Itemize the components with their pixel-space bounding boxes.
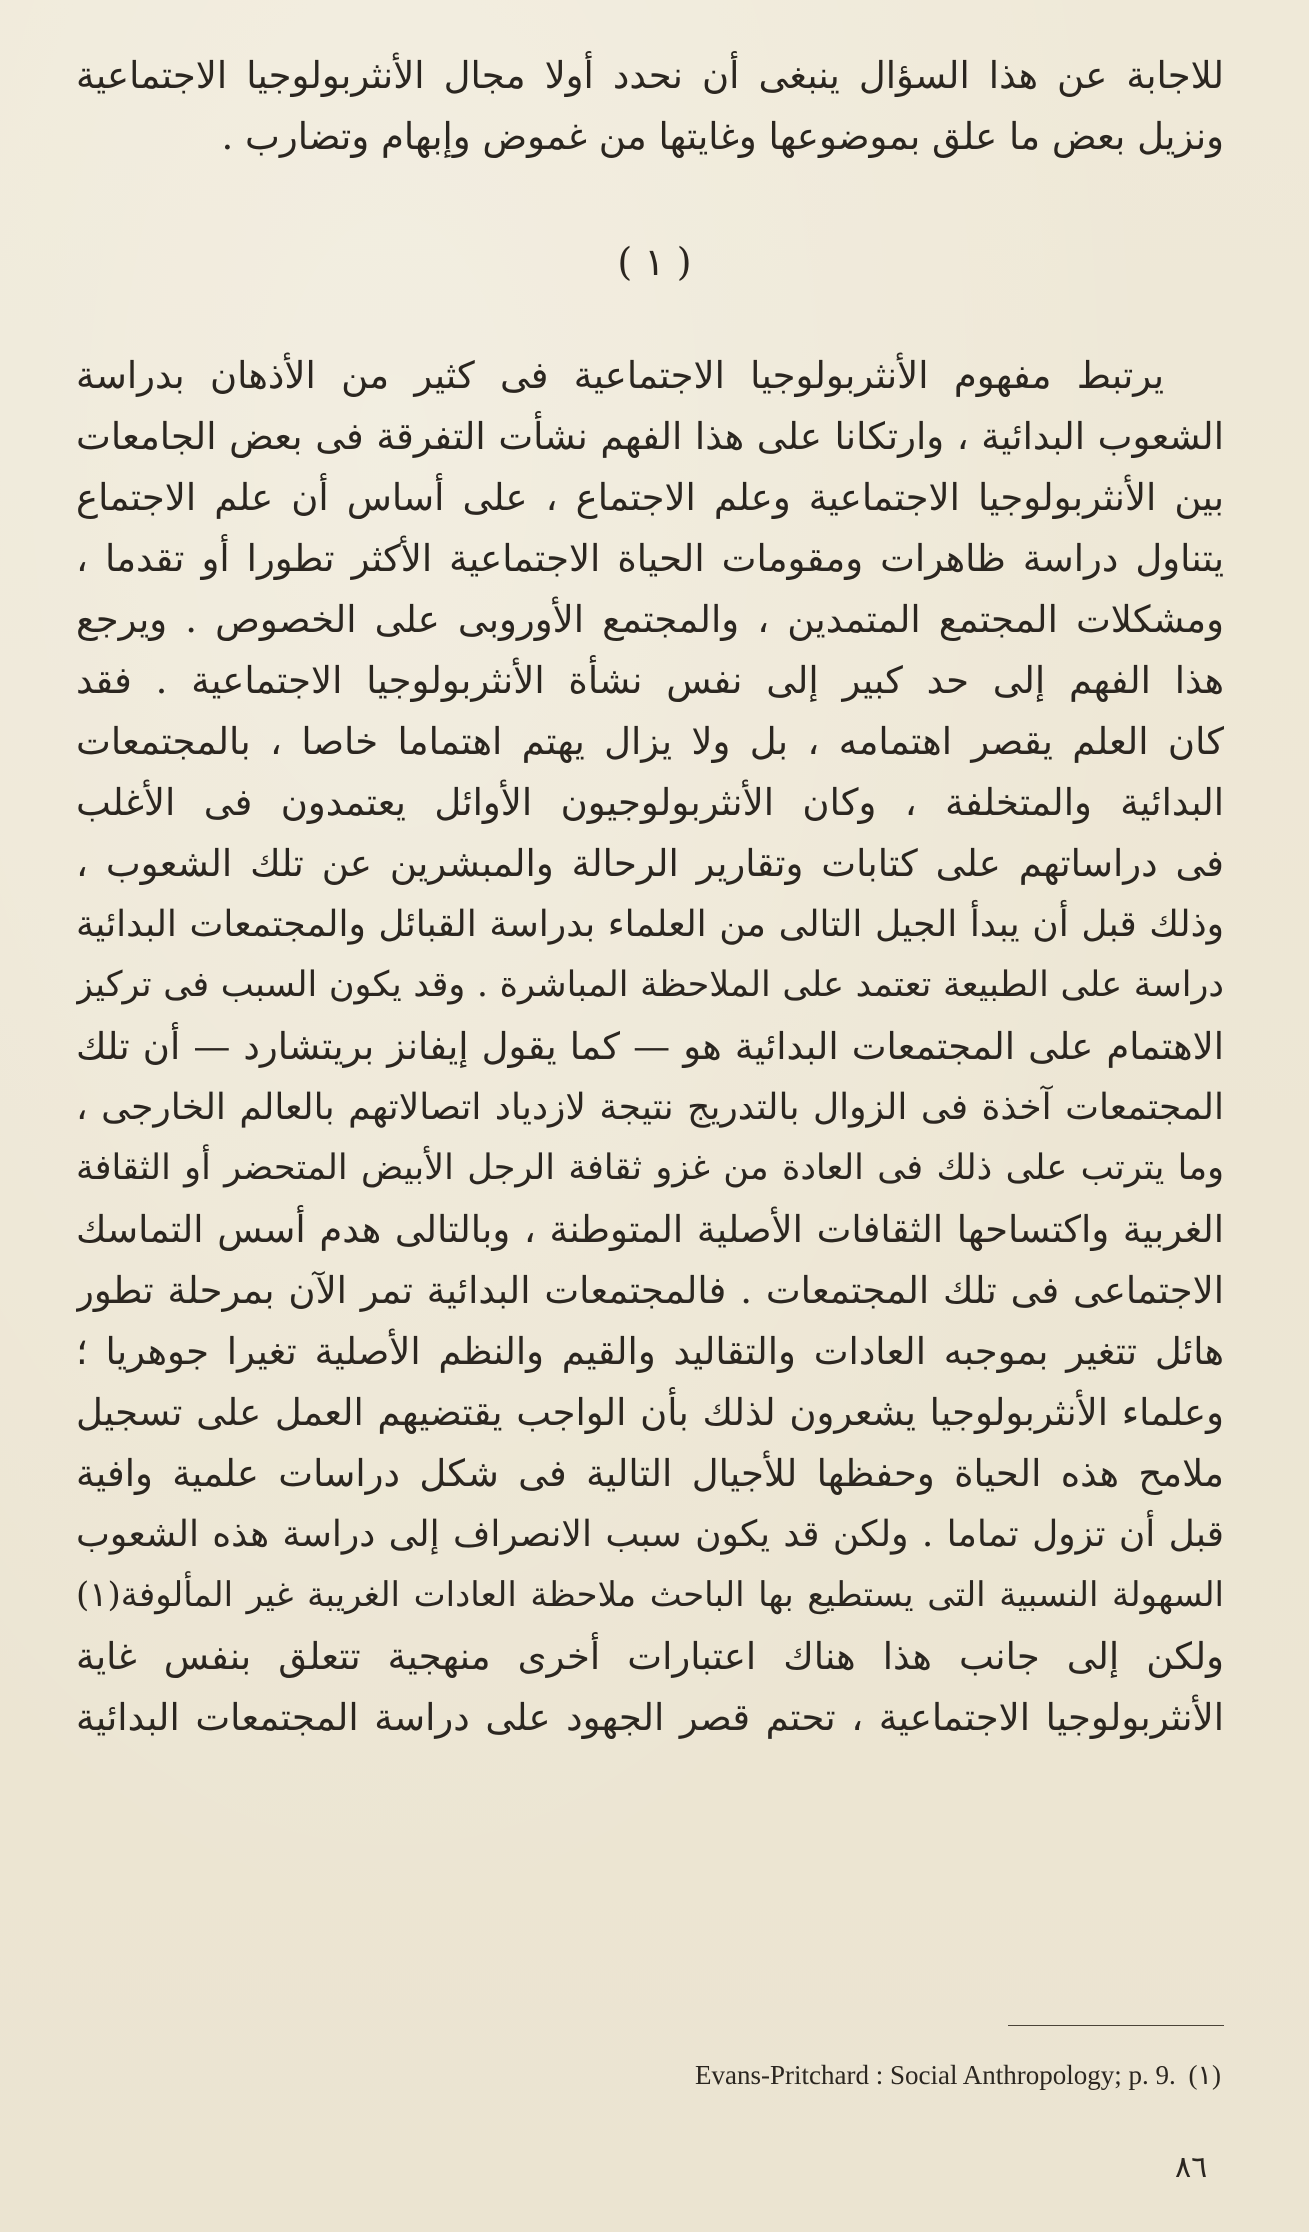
footnote: [695, 2060, 1221, 2091]
text-line: ومشكلات المجتمع المتمدين ، والمجتمع الأوروبى على الخصوص . ويرجع: [76, 598, 1224, 641]
footnote-text: Evans-Pritchard : Social Anthropology; p. 9.: [695, 2060, 1176, 2090]
text-line: البدائية والمتخلفة ، وكان الأنثربولوجيون الأوائل يعتمدون فى الأغلب: [76, 781, 1224, 824]
text-line: المجتمعات آخذة فى الزوال بالتدريج نتيجة لازدياد اتصالاتهم بالعالم الخارجى ،: [76, 1087, 1224, 1128]
text-line: دراسة على الطبيعة تعتمد على الملاحظة المباشرة . وقد يكون السبب فى تركيز: [76, 965, 1224, 1005]
text-line: بين الأنثربولوجيا الاجتماعية وعلم الاجتماع ، على أساس أن علم الاجتماع: [76, 476, 1224, 519]
text-line: وذلك قبل أن يبدأ الجيل التالى من العلماء بدراسة القبائل والمجتمعات البدائية: [76, 904, 1224, 945]
text-line: يرتبط مفهوم الأنثربولوجيا الاجتماعية فى كثير من الأذهان بدراسة: [76, 354, 1164, 397]
text-line: الاهتمام على المجتمعات البدائية هو — كما يقول إيفانز بريتشارد — أن تلك: [76, 1025, 1224, 1068]
text-line: كان العلم يقصر اهتمامه ، بل ولا يزال يهتم اهتماما خاصا ، بالمجتمعات: [76, 720, 1224, 763]
text-line: الأنثربولوجيا الاجتماعية ، تحتم قصر الجهود على دراسة المجتمعات البدائية: [76, 1696, 1224, 1739]
main-paragraph: [76, 345, 1224, 1748]
text-line: قبل أن تزول تماما . ولكن قد يكون سبب الانصراف إلى دراسة هذه الشعوب: [76, 1514, 1224, 1555]
text-line: هائل تتغير بموجبه العادات والتقاليد والقيم والنظم الأصلية تغيرا جوهريا ؛: [76, 1330, 1224, 1373]
text-line: هذا الفهم إلى حد كبير إلى نفس نشأة الأنثربولوجيا الاجتماعية . فقد: [76, 659, 1224, 702]
text-line: الشعوب البدائية ، وارتكانا على هذا الفهم نشأت التفرقة فى بعض الجامعات: [76, 415, 1224, 458]
text-line: فى دراساتهم على كتابات وتقارير الرحالة والمبشرين عن تلك الشعوب ،: [76, 842, 1224, 885]
text-line: يتناول دراسة ظاهرات ومقومات الحياة الاجتماعية الأكثر تطورا أو تقدما ،: [76, 537, 1224, 580]
text-line: الغربية واكتساحها الثقافات الأصلية المتوطنة ، وبالتالى هدم أسس التماسك: [76, 1208, 1224, 1251]
text-line: وعلماء الأنثربولوجيا يشعرون لذلك بأن الواجب يقتضيهم العمل على تسجيل: [76, 1391, 1224, 1434]
text-line: وما يترتب على ذلك فى العادة من غزو ثقافة الرجل الأبيض المتحضر أو الثقافة: [76, 1148, 1224, 1188]
footnote-marker: (١): [1188, 2060, 1221, 2090]
text-line: السهولة النسبية التى يستطيع بها الباحث ملاحظة العادات الغريبة غير المألوفة(١): [76, 1575, 1224, 1615]
section-number: ( ١ ): [617, 240, 692, 284]
intro-paragraph: [76, 45, 1224, 167]
text-line: ولكن إلى جانب هذا هناك اعتبارات أخرى منهجية تتعلق بنفس غاية: [76, 1635, 1224, 1678]
text-line: ونزيل بعض ما علق بموضوعها وغايتها من غموض وإبهام وتضارب .: [221, 115, 1224, 158]
text-line: ملامح هذه الحياة وحفظها للأجيال التالية فى شكل دراسات علمية وافية: [76, 1452, 1224, 1495]
page-number: ٨٦: [1175, 2150, 1208, 2185]
text-line: للاجابة عن هذا السؤال ينبغى أن نحدد أولا مجال الأنثربولوجيا الاجتماعية: [76, 54, 1224, 97]
footnote-divider: [1008, 2025, 1224, 2026]
text-line: الاجتماعى فى تلك المجتمعات . فالمجتمعات البدائية تمر الآن بمرحلة تطور: [76, 1269, 1224, 1312]
